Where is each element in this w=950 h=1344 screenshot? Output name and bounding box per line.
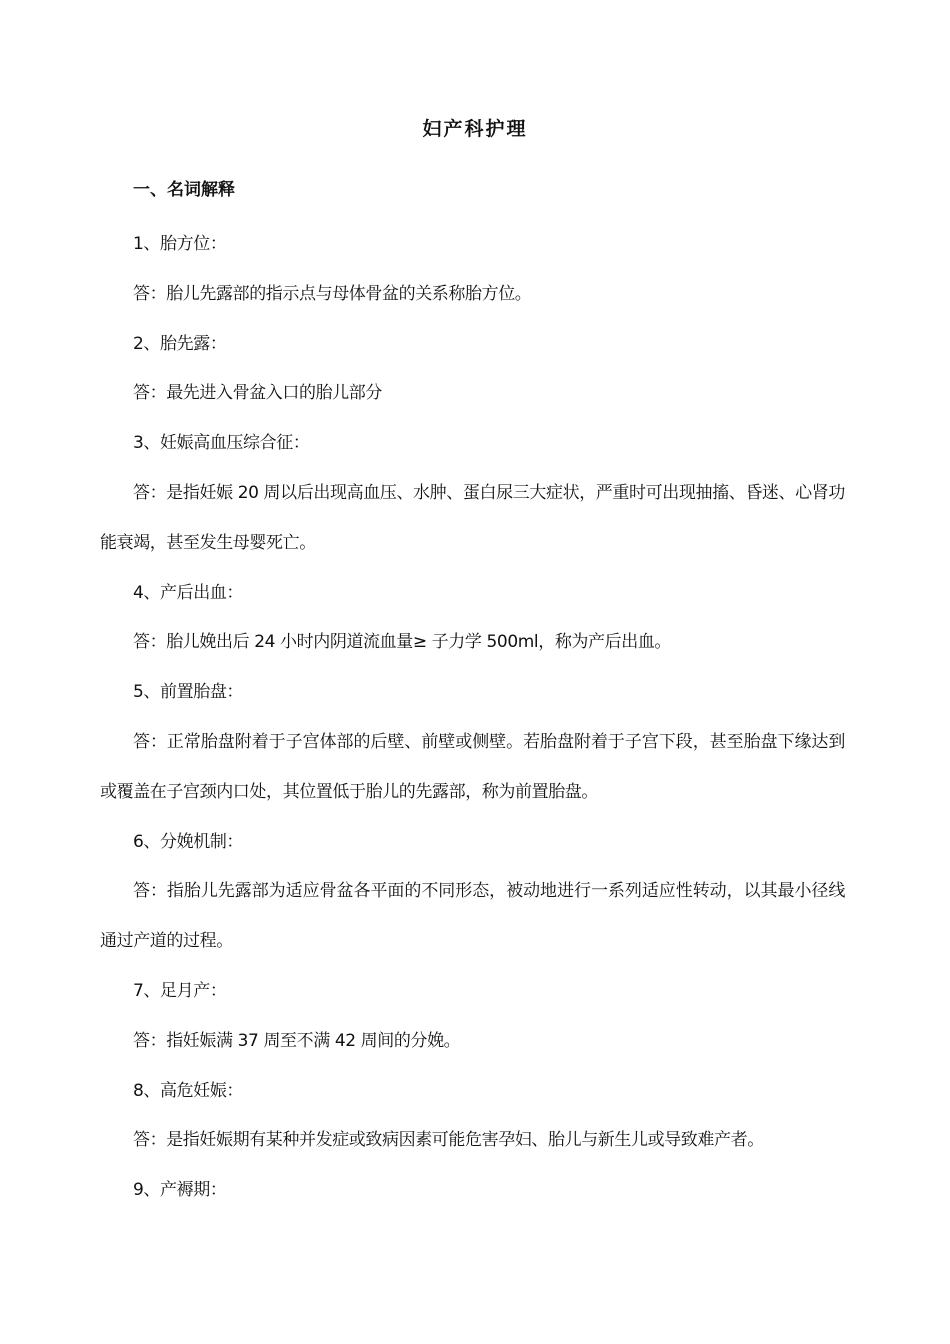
paragraph: 4、产后出血： [133, 582, 244, 603]
paragraph: 6、分娩机制： [133, 831, 244, 852]
paragraph: 答：最先进入骨盆入口的胎儿部分 [133, 383, 382, 404]
paragraph: 9、产褥期： [133, 1180, 227, 1201]
paragraph: 答：胎儿娩出后 24 小时内阴道流血量≥ 子力学 500ml，称为产后出血。 [133, 632, 672, 653]
document-title: 妇产科护理 [422, 118, 528, 140]
paragraph: 7、足月产： [133, 980, 227, 1001]
paragraph: 答：是指妊娠期有某种并发症或致病因素可能危害孕妇、胎儿与新生儿或导致难产者。 [133, 1130, 764, 1151]
paragraph: 1、胎方位： [133, 234, 227, 254]
paragraph: 3、妊娠高血压综合征： [133, 433, 310, 454]
paragraph: 答：指胎儿先露部为适应骨盆各平面的不同形态，被动地进行一系列适应性转动，以其最小径线通过产道的过程。 [100, 881, 845, 952]
paragraph: 8、高危妊娠： [133, 1080, 244, 1101]
paragraph: 5、前置胎盘： [133, 682, 244, 703]
paragraph: 答：指妊娠满 37 周至不满 42 周间的分娩。 [133, 1030, 461, 1051]
section-heading: 一、名词解释 [133, 180, 235, 200]
paragraph: 答：是指妊娠 20 周以后出现高血压、水肿、蛋白尿三大症状，严重时可出现抽搐、昏迷、心肾功能衰竭，甚至发生母婴死亡。 [100, 482, 845, 553]
paragraph: 2、胎先露： [133, 333, 227, 354]
document-body [100, 220, 845, 1216]
paragraph: 答：正常胎盘附着于子宫体部的后壁、前壁或侧壁。若胎盘附着于子宫下段，甚至胎盘下缘达到或覆盖在子宫颈内口处，其位置低于胎儿的先露部，称为前置胎盘。 [100, 731, 845, 802]
paragraph: 答：胎儿先露部的指示点与母体骨盆的关系称胎方位。 [133, 283, 532, 304]
